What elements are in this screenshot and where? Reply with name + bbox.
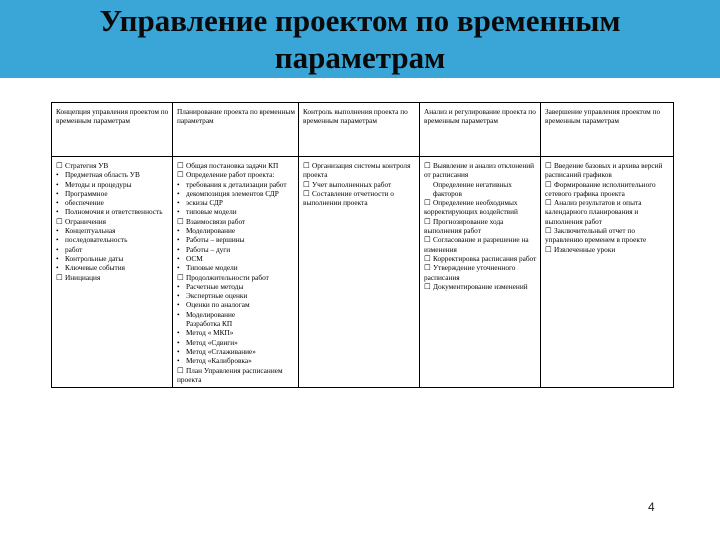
list-item-text: Анализ результатов и опыта календарного планирования и выполнения работ [545, 198, 642, 226]
item-list [56, 161, 169, 282]
bullet-icon: • [177, 300, 180, 310]
bullet-icon: • [56, 253, 59, 263]
list-item [545, 198, 670, 226]
list-item-text: Методы и процедуры [65, 179, 132, 189]
list-item [177, 319, 295, 328]
list-item-text: Утверждение уточненного расписания [424, 263, 516, 282]
list-item-text: работ [65, 244, 83, 254]
list-item-text: Определение работ проекта: [186, 170, 275, 180]
list-item-text: Моделирование [186, 226, 236, 236]
list-item [177, 366, 295, 385]
list-item-text: Определение необходимых корректирующих воздействий [424, 198, 518, 217]
list-item-text: Метод « МКП» [186, 328, 234, 338]
bullet-icon: • [177, 337, 180, 347]
bullet-icon: • [177, 263, 180, 273]
bullet-icon: • [177, 328, 180, 338]
checkbox-icon: ☐ [56, 272, 63, 282]
list-item [177, 189, 295, 198]
list-item [177, 328, 295, 337]
list-item [56, 198, 169, 207]
checkbox-icon: ☐ [424, 198, 431, 208]
item-list [303, 161, 416, 207]
list-item-text: Ограничения [65, 216, 107, 226]
list-item [177, 198, 295, 207]
list-item-text: Формирование исполнительного сетевого графика проекта [545, 179, 656, 198]
bullet-icon: • [177, 226, 180, 236]
column-cell [52, 157, 173, 388]
list-item-text: Моделирование [186, 309, 236, 319]
checkbox-icon: ☐ [545, 161, 552, 170]
list-item [424, 198, 537, 217]
list-item [56, 245, 169, 254]
checkbox-icon: ☐ [545, 179, 552, 189]
list-item-text: последовательность [65, 235, 128, 245]
bullet-icon: • [56, 170, 59, 180]
list-item [56, 235, 169, 244]
list-item [56, 254, 169, 263]
list-item [424, 235, 537, 254]
list-item-text: обеспечение [65, 198, 104, 208]
checkbox-icon: ☐ [424, 235, 431, 245]
checkbox-icon: ☐ [545, 198, 552, 208]
list-item [177, 347, 295, 356]
bullet-icon: • [177, 291, 180, 301]
checkbox-icon: ☐ [56, 216, 63, 226]
header-cell: Контроль выполнения проекта по временным параметрам [299, 103, 420, 157]
list-item-text: Взаимосвязи работ [186, 216, 246, 226]
list-item-text: Согласование и разрешение на изменения [424, 235, 529, 254]
list-item-text: Типовые модели [186, 263, 238, 273]
list-item-text: Метод «Сглаживание» [186, 346, 256, 356]
bullet-icon: • [177, 281, 180, 291]
bullet-icon: • [177, 253, 180, 263]
list-item [56, 263, 169, 272]
list-item-text: декомпозиция элементов СДР [186, 188, 279, 198]
list-item-text: Прогнозирование хода выполнения работ [424, 216, 504, 236]
header-cell: Завершение управления проектом по временным параметрам [541, 103, 674, 157]
list-item-text: Документирование изменений [433, 281, 528, 291]
list-item [177, 291, 295, 300]
bullet-icon: • [177, 356, 180, 366]
checkbox-icon: ☐ [303, 161, 310, 170]
list-item [177, 356, 295, 365]
bullet-icon: • [56, 198, 59, 208]
checkbox-icon: ☐ [303, 179, 310, 189]
checkbox-icon: ☐ [177, 365, 184, 375]
list-item-text: Общая постановка задачи КП [186, 161, 279, 170]
list-item-text: План Управления расписанием проекта [177, 365, 283, 384]
list-item-text: Разработка КП [186, 319, 233, 329]
list-item-text: Концептуальная [65, 226, 116, 236]
list-item-text: Контрольные даты [65, 253, 124, 263]
list-item [56, 217, 169, 226]
list-item-text: Организация системы контроля проекта [303, 161, 411, 180]
list-item [177, 207, 295, 216]
checkbox-icon: ☐ [424, 253, 431, 263]
bullet-icon: • [177, 346, 180, 356]
bullet-icon: • [177, 179, 180, 189]
content-row [52, 157, 674, 388]
list-item-text: Заключительный отчет по управлению временем в проекте [545, 226, 647, 245]
page-number: 4 [648, 500, 655, 514]
title-line-1: Управление проектом по временным [99, 3, 621, 38]
column-cell [299, 157, 420, 388]
list-item-text: Работы – дуги [186, 244, 231, 254]
item-list [177, 161, 295, 384]
list-item [56, 207, 169, 216]
list-item [56, 273, 169, 282]
list-item [177, 310, 295, 319]
checkbox-icon: ☐ [424, 281, 431, 291]
header-row [52, 103, 674, 157]
list-item [177, 300, 295, 309]
list-item-text: Метод «Калибровка» [186, 356, 252, 366]
list-item [545, 161, 670, 180]
bullet-icon: • [177, 244, 180, 254]
list-item [177, 254, 295, 263]
list-item [177, 245, 295, 254]
header-cell: Планирование проекта по временным параметрам [173, 103, 299, 157]
list-item-text: Ключевые события [65, 263, 125, 273]
bullet-icon: • [56, 188, 59, 198]
bullet-icon: • [56, 244, 59, 254]
item-list [545, 161, 670, 254]
list-item-text: Предметная область УВ [65, 170, 140, 180]
list-item [177, 338, 295, 347]
list-item-text: Работы – вершины [186, 235, 245, 245]
bullet-icon: • [177, 235, 180, 245]
list-item [303, 189, 416, 208]
list-item [545, 245, 670, 254]
list-item [303, 180, 416, 189]
list-item [177, 217, 295, 226]
bullet-icon: • [177, 198, 180, 208]
list-item [177, 282, 295, 291]
list-item [177, 170, 295, 179]
list-item-text: Полномочия и ответственность [65, 207, 163, 217]
checkbox-icon: ☐ [545, 226, 552, 236]
list-item-text: Экспертные оценки [186, 291, 248, 301]
list-item [177, 235, 295, 244]
list-item-text: Извлеченные уроки [554, 244, 616, 254]
list-item [56, 180, 169, 189]
header-cell: Концепция управления проектом по временным параметрам [52, 103, 173, 157]
list-item [424, 254, 537, 263]
list-item-text: ОСМ [186, 253, 203, 263]
list-item-text: Продолжительности работ [186, 272, 269, 282]
checkbox-icon: ☐ [545, 244, 552, 254]
list-item [177, 263, 295, 272]
bullet-icon: • [56, 235, 59, 245]
list-item-text: Стратегия УВ [65, 161, 109, 170]
bullet-icon: • [177, 188, 180, 198]
list-item-text: Выявление и анализ отклонений от расписания [424, 161, 535, 180]
list-item-text: типовые модели [186, 207, 237, 217]
process-table [51, 102, 674, 388]
list-item [545, 180, 670, 199]
column-cell [420, 157, 541, 388]
checkbox-icon: ☐ [177, 170, 184, 180]
list-item-text: Инициация [65, 272, 101, 282]
title-line-2: параметрам [274, 40, 446, 75]
list-item [177, 161, 295, 170]
list-item-text: требования к детализации работ [186, 179, 287, 189]
column-cell [541, 157, 674, 388]
list-item-text: Составление отчетности о выполнении проекта [303, 188, 394, 208]
list-item [56, 226, 169, 235]
list-item-text: Определение негативных факторов [433, 179, 512, 198]
checkbox-icon: ☐ [56, 161, 63, 170]
list-item [545, 226, 670, 245]
list-item-text: эскизы СДР [186, 198, 223, 208]
list-item [424, 217, 537, 236]
list-item [303, 161, 416, 180]
bullet-icon: • [56, 226, 59, 236]
checkbox-icon: ☐ [303, 188, 310, 198]
list-item-text: Оценки по аналогам [186, 300, 250, 310]
list-item [177, 180, 295, 189]
checkbox-icon: ☐ [424, 161, 431, 170]
column-cell [173, 157, 299, 388]
list-item-text: Программное [65, 188, 108, 198]
checkbox-icon: ☐ [424, 216, 431, 226]
bullet-icon: • [177, 207, 180, 217]
checkbox-icon: ☐ [177, 216, 184, 226]
list-item-text: Корректировка расписания работ [433, 253, 537, 263]
header-cell: Анализ и регулирование проекта по временным параметрам [420, 103, 541, 157]
list-item-text: Метод «Сдвиги» [186, 337, 238, 347]
list-item [177, 273, 295, 282]
bullet-icon: • [56, 179, 59, 189]
list-item [424, 161, 537, 180]
item-list [424, 161, 537, 291]
checkbox-icon: ☐ [177, 272, 184, 282]
list-item [424, 263, 537, 282]
list-item [56, 170, 169, 179]
list-item [56, 189, 169, 198]
bullet-icon: • [177, 309, 180, 319]
list-item [177, 226, 295, 235]
page-title [0, 2, 720, 76]
list-item [424, 180, 537, 199]
list-item-text: Учет выполненных работ [312, 179, 392, 189]
bullet-icon: • [56, 263, 59, 273]
list-item [424, 282, 537, 291]
list-item-text: Расчетные методы [186, 281, 244, 291]
list-item-text: Введение базовых и архива версий расписаний графиков [545, 161, 663, 180]
list-item [56, 161, 169, 170]
checkbox-icon: ☐ [424, 263, 431, 273]
checkbox-icon: ☐ [177, 161, 184, 170]
bullet-icon: • [56, 207, 59, 217]
